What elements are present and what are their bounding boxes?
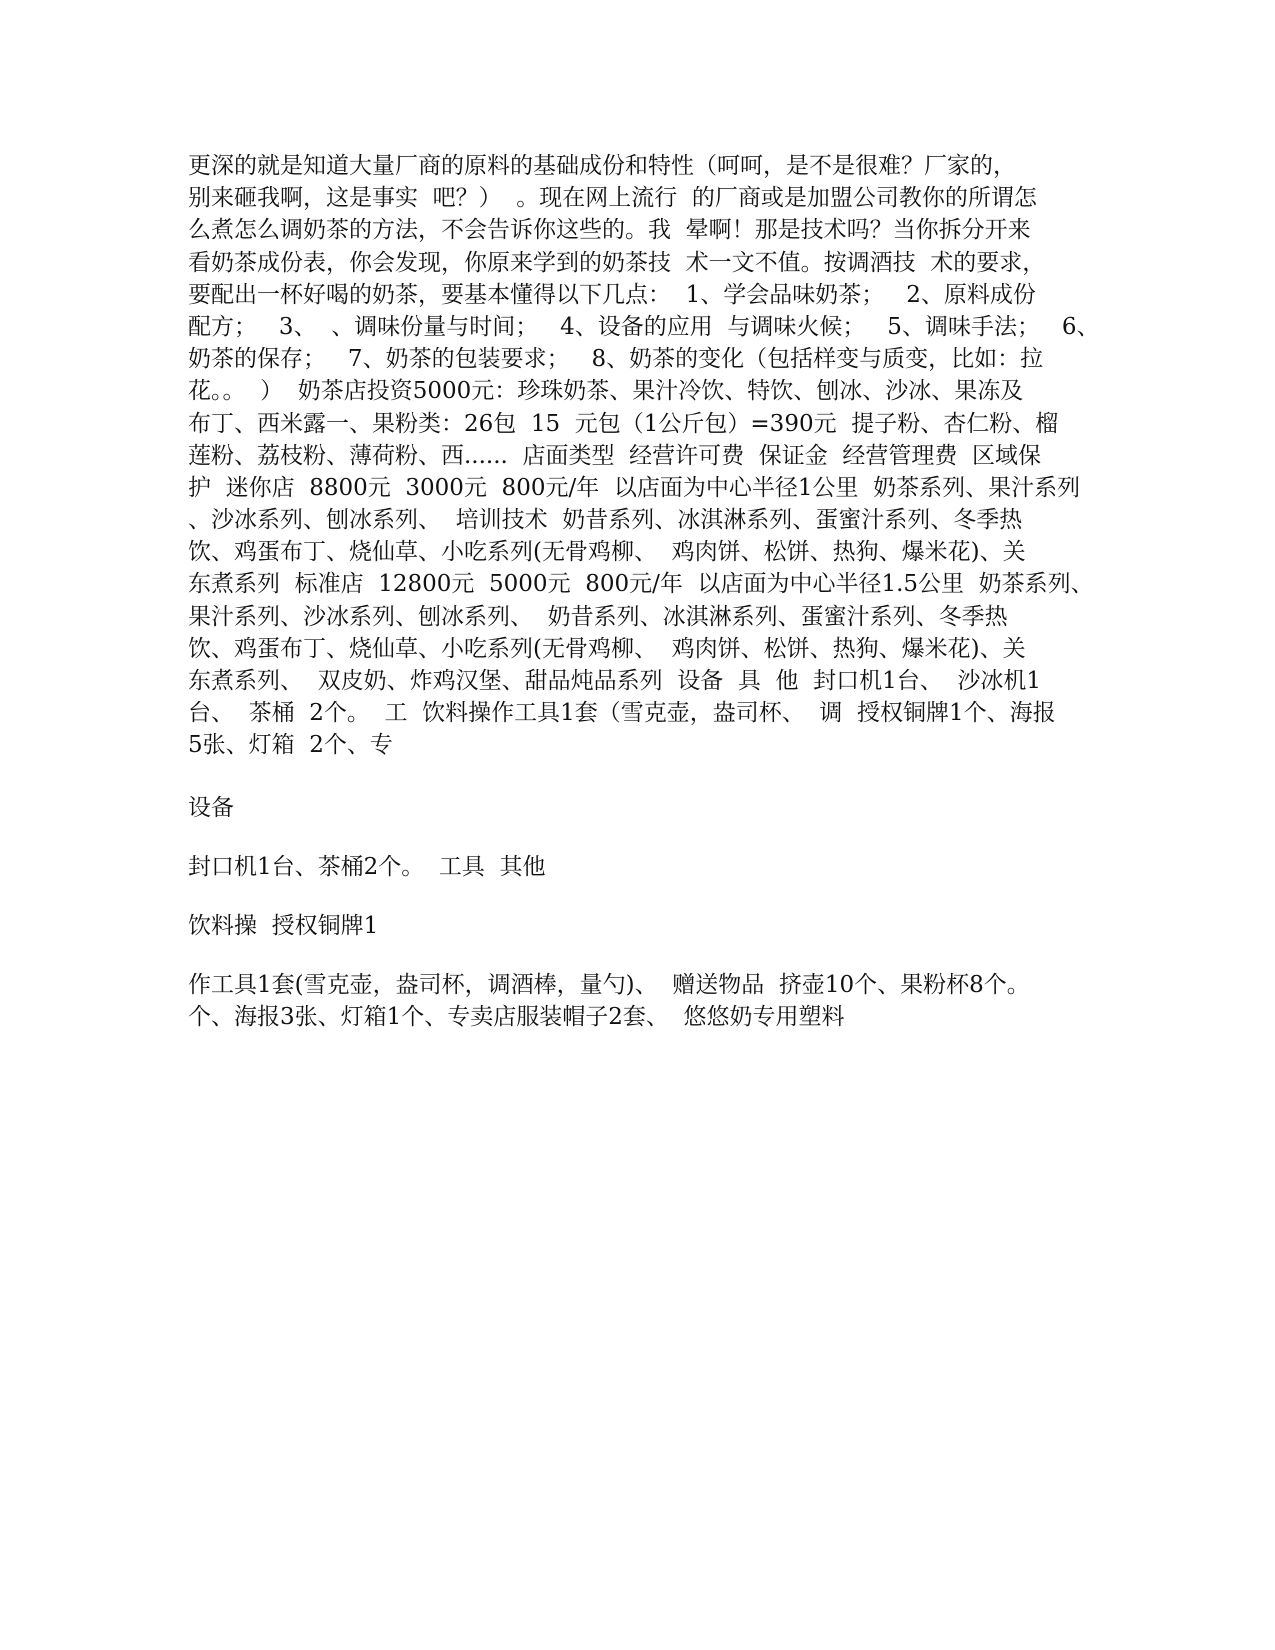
equipment-heading [188,792,1098,824]
gifts-paragraph [188,969,1098,1033]
drink-tools-line [188,910,1098,942]
paragraph-line: 看奶茶成份表，你会发现，你原来学到的奶茶技 术一文不值。按调酒技 术的要求， [188,249,1046,276]
paragraph-line: 花。。 ） 奶茶店投资5000元：珍珠奶茶、果汁冷饮、特饮、刨冰、沙冰、果冻及 [188,378,1024,405]
paragraph-line: 更深的就是知道大量厂商的原料的基础成份和特性（呵呵，是不是很难？厂家的， [188,153,1016,179]
equipment-heading-text: 设备 [188,795,234,821]
paragraph-line: 奶茶的保存； 7、奶茶的包装要求； 8、奶茶的变化（包括样变与质变，比如：拉 [188,346,1044,373]
paragraph-line: 莲粉、荔枝粉、薄荷粉、西...... 店面类型 经营许可费 保证金 经营管理费 区域保 [188,442,1041,469]
paragraph-line: 要配出一杯好喝的奶茶，要基本懂得以下几点： 1、学会品味奶茶； 2、原料成份 [188,281,1036,308]
paragraph-line: 饮、鸡蛋布丁、烧仙草、小吃系列(无骨鸡柳、 鸡肉饼、松饼、热狗、爆米花)、关 [188,539,1026,566]
paragraph-line: 东煮系列、 双皮奶、炸鸡汉堡、甜品炖品系列 设备 具 他 封口机1台、 沙冰机1 [188,668,1041,694]
paragraph-line: 台、 茶桶 2个。 工 饮料操作工具1套（雪克壶，盎司杯、 调 授权铜牌1个、海报 [188,700,1056,727]
paragraph-line: 布丁、西米露一、果粉类：26包 15 元包（1公斤包）=390元 提子粉、杏仁粉、榴 [188,410,1059,437]
paragraph-line: 饮、鸡蛋布丁、烧仙草、小吃系列(无骨鸡柳、 鸡肉饼、松饼、热狗、爆米花)、关 [188,635,1026,662]
drink-tools-line-text: 饮料操 授权铜牌1 [188,913,379,939]
equipment-line [188,851,1098,883]
paragraph-line: 5张、灯箱 2个、专 [188,732,393,759]
main-paragraph [188,150,1098,762]
paragraph-line: 作工具1套(雪克壶，盎司杯，调酒棒，量勺)、 赠送物品 挤壶10个、果粉杯8个。 [188,972,1030,998]
paragraph-line: 么煮怎么调奶茶的方法，不会告诉你这些的。我 晕啊！那是技术吗？当你拆分开来 [188,217,1031,244]
paragraph-line: 、沙冰系列、刨冰系列、 培训技术 奶昔系列、冰淇淋系列、蛋蜜汁系列、冬季热 [188,507,1023,534]
paragraph-line: 配方； 3、 、调味份量与时间； 4、设备的应用 与调味火候； 5、调味手法； 6、 [188,313,1100,340]
paragraph-line: 东煮系列 标准店 12800元 5000元 800元/年 以店面为中心半径1.5公里 奶茶系列、 [188,571,1094,598]
equipment-line-text: 封口机1台、茶桶2个。 工具 其他 [188,854,546,880]
paragraph-line: 果汁系列、沙冰系列、刨冰系列、 奶昔系列、冰淇淋系列、蛋蜜汁系列、冬季热 [188,603,1008,630]
paragraph-line: 个、海报3张、灯箱1个、专卖店服装帽子2套、 悠悠奶专用塑料 [188,1004,845,1031]
paragraph-line: 别来砸我啊，这是事实 吧？） 。现在网上流行 的厂商或是加盟公司教你的所谓怎 [188,185,1037,212]
paragraph-line: 护 迷你店 8800元 3000元 800元/年 以店面为中心半径1公里 奶茶系列、果汁系列 [188,474,1081,501]
